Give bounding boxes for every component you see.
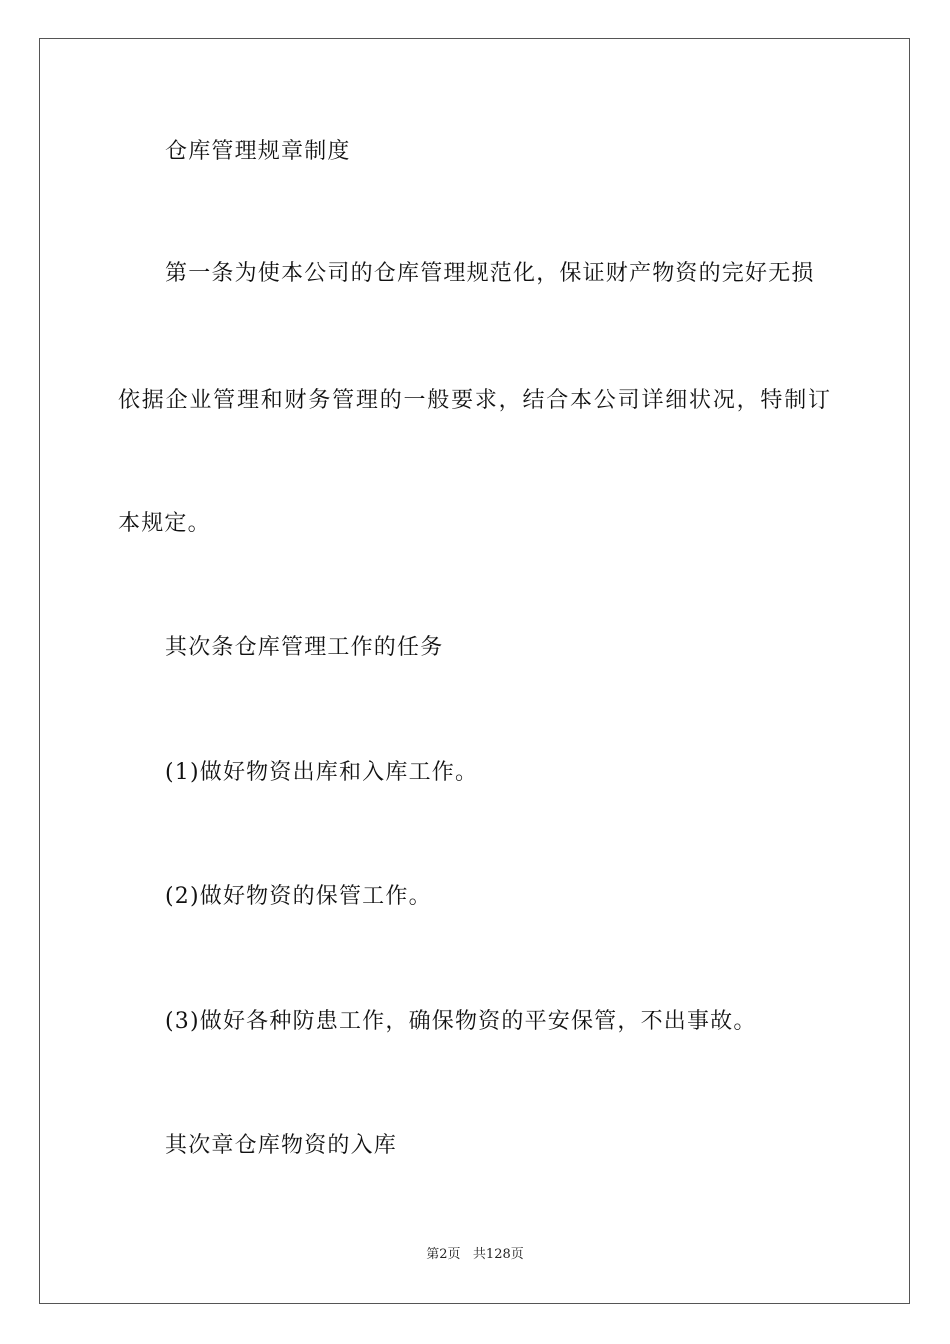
page-footer	[0, 1246, 950, 1264]
list-item-2: (2)做好物资的保管工作。	[165, 884, 432, 909]
list-item-3: (3)做好各种防患工作，确保物资的平安保管，不出事故。	[165, 1009, 757, 1034]
article-1-line-3: 本规定。	[118, 511, 211, 536]
total-pages: 共128页	[472, 1247, 524, 1262]
article-1-line-2: 依据企业管理和财务管理的一般要求，结合本公司详细状况，特制订	[118, 388, 830, 413]
page-border	[39, 38, 910, 1304]
document-title: 仓库管理规章制度	[165, 139, 351, 164]
list-item-1: (1)做好物资出库和入库工作。	[165, 760, 479, 785]
article-1-line-1: 第一条为使本公司的仓库管理规范化，保证财产物资的完好无损	[165, 261, 815, 286]
chapter-2-heading: 其次章仓库物资的入库	[165, 1133, 398, 1158]
page-number: 第2页	[426, 1247, 461, 1262]
article-2-heading: 其次条仓库管理工作的任务	[165, 635, 444, 660]
